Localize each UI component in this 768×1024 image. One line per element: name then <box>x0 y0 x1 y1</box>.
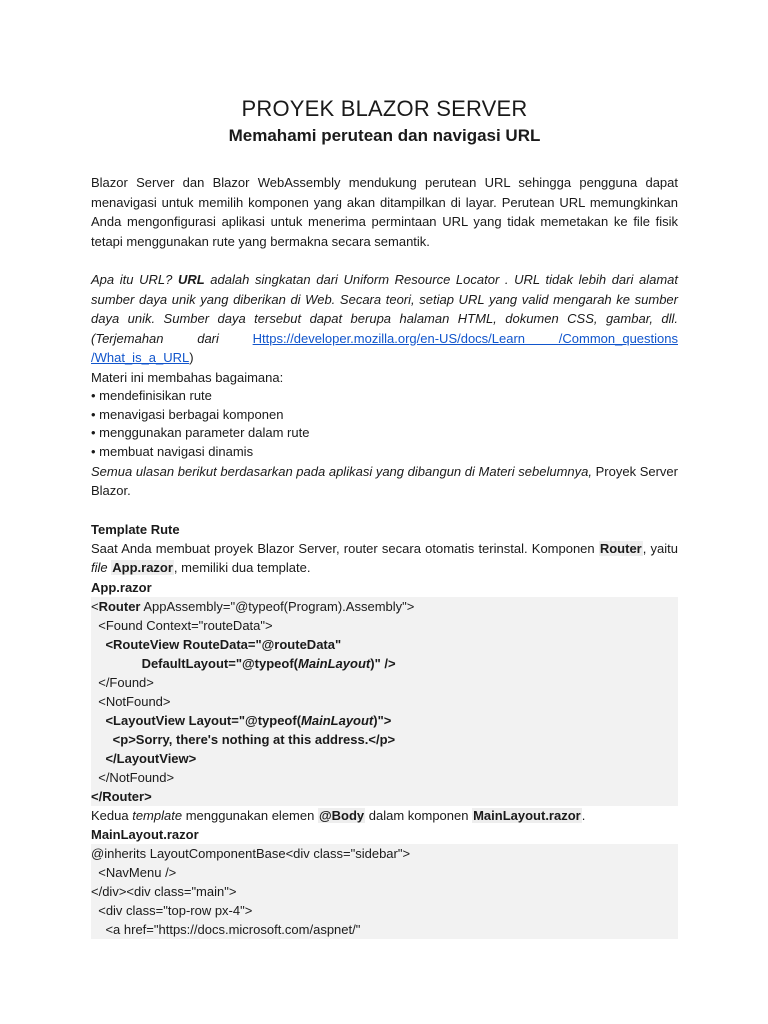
code-token: MainLayout <box>301 712 374 728</box>
code-token: <NavMenu /> <box>91 865 177 881</box>
mdn-link[interactable]: Https://developer.mozilla.org/en-US/docs/Learn /Common_questions /What_is_a_URL <box>91 330 678 365</box>
router-highlight: Router <box>599 540 642 556</box>
code-token: </Found> <box>91 674 154 690</box>
body-highlight: @Body <box>318 807 365 823</box>
list-item: • menavigasi berbagai komponen <box>91 406 284 422</box>
url-question: Apa itu URL? <box>91 272 178 287</box>
code-line <box>91 787 678 806</box>
code-token: AppAssembly="@typeof(Program).Assembly"> <box>140 598 415 614</box>
template-rute-text <box>91 539 678 578</box>
code-token: @inherits LayoutComponentBase<div class="sidebar"> <box>91 846 411 862</box>
code-line <box>91 882 678 901</box>
code-token: </Router> <box>91 788 152 804</box>
code-line <box>91 768 678 787</box>
mainlayout-title: MainLayout.razor <box>91 827 199 843</box>
code-line <box>91 597 678 616</box>
document-subtitle: Memahami perutean dan navigasi URL <box>228 126 541 145</box>
app-razor-highlight: App.razor <box>112 560 173 576</box>
intro-paragraph: Blazor Server dan Blazor WebAssembly mendukung perutean URL sehingga pengguna dapat menavigasi untuk memilih komponen yang akan ditampilkan di layar. Perutean URL memungkinkan Anda mengonfigurasi aplikasi untuk menerima permintaan URL yang tidak memetakan ke file fisik tetapi menggunakan rute yang bermakna secara semantik. <box>91 175 678 249</box>
code-line <box>91 673 678 692</box>
template-rute-heading: Template Rute <box>91 521 180 537</box>
kedua-text-1: Kedua <box>91 807 133 823</box>
code-line <box>91 692 678 711</box>
code-token: <LayoutView Layout="@typeof( <box>91 712 302 728</box>
code-line <box>91 920 678 939</box>
code-token: Router <box>98 598 141 614</box>
code-line <box>91 863 678 882</box>
code-line <box>91 711 678 730</box>
code-line <box>91 730 678 749</box>
template-rute-text-2: , yaitu <box>642 540 678 556</box>
document-title: PROYEK BLAZOR SERVER <box>241 96 528 121</box>
code-token: <RouteView RouteData="@routeData" <box>91 636 342 652</box>
app-razor-title: App.razor <box>91 579 152 595</box>
code-token: MainLayout <box>298 655 371 671</box>
materi-list <box>91 387 678 462</box>
document-content <box>91 96 678 939</box>
code-token: <NotFound> <box>91 693 171 709</box>
template-rute-text-3: , memiliki dua template. <box>173 560 311 576</box>
code-token: <a href="https://docs.microsoft.com/aspnet/" <box>91 922 361 938</box>
code-line <box>91 616 678 635</box>
kedua-text-2: menggunakan elemen <box>182 807 318 823</box>
code-line <box>91 844 678 863</box>
code-line <box>91 749 678 768</box>
materi-note <box>91 462 678 501</box>
code-token: </div><div class="main"> <box>91 884 237 900</box>
code-token: )" /> <box>370 655 396 671</box>
url-close-paren: ) <box>189 350 194 365</box>
code-token: </NotFound> <box>91 769 175 785</box>
materi-note-normal: Proyek Server Blazor. <box>91 463 678 499</box>
app-razor-code-block <box>91 597 678 806</box>
code-token: <div class="top-row px-4"> <box>91 903 253 919</box>
code-token: )"> <box>373 712 392 728</box>
list-item: • mendefinisikan rute <box>91 388 212 403</box>
kedua-text-4: . <box>581 807 586 823</box>
code-token: <p>Sorry, there's nothing at this address.</p> <box>91 731 396 747</box>
kedua-text-3: dalam komponen <box>365 807 473 823</box>
url-definition: adalah singkatan dari Uniform Resource Locator . URL tidak lebih dari alamat sumber daya unik yang diberikan di Web. Secara teori, setiap URL yang valid mengarah ke sumber daya unik. Sumber daya tersebut dapat berupa halaman HTML, dokumen CSS, gambar, dll. (Terjemahan dari <box>91 272 679 346</box>
file-word: file <box>91 560 108 576</box>
kedua-paragraph <box>91 806 678 826</box>
mainlayout-highlight: MainLayout.razor <box>473 807 581 823</box>
url-paragraph <box>91 270 678 368</box>
code-token: DefaultLayout="@typeof( <box>91 655 298 671</box>
materi-note-italic: Semua ulasan berikut berdasarkan pada aplikasi yang dibangun di Materi sebelumnya, <box>91 463 592 479</box>
code-line <box>91 654 678 673</box>
template-word: template <box>132 807 183 823</box>
code-token: <Found Context="routeData"> <box>91 617 273 633</box>
mainlayout-code-block <box>91 844 678 939</box>
url-term: URL <box>177 272 205 287</box>
list-item: • menggunakan parameter dalam rute <box>91 425 310 441</box>
code-token: </LayoutView> <box>91 750 197 766</box>
code-line <box>91 635 678 654</box>
list-item: • membuat navigasi dinamis <box>91 444 254 460</box>
code-line <box>91 901 678 920</box>
code-token: < <box>91 598 99 614</box>
materi-intro: Materi ini membahas bagaimana: <box>91 369 284 385</box>
template-rute-text-1: Saat Anda membuat proyek Blazor Server, router secara otomatis terinstal. Komponen <box>91 540 599 556</box>
